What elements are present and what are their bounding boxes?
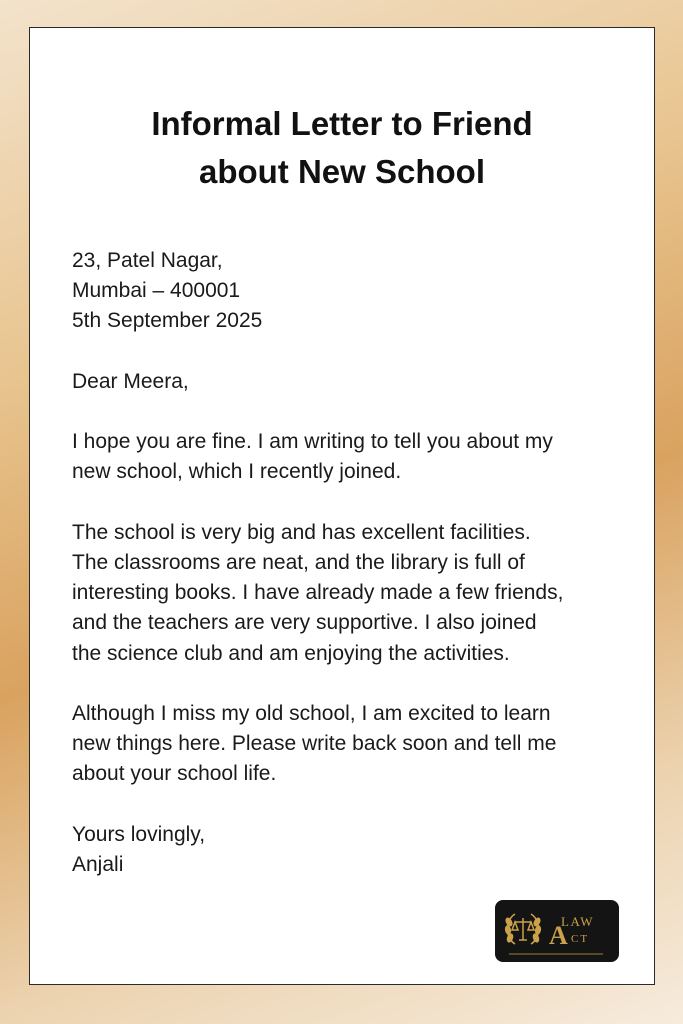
paragraph-1 [72, 427, 632, 487]
text-line: The school is very big and has excellent facilities. [72, 520, 531, 544]
address-line-1: 23, Patel Nagar, [72, 249, 223, 272]
address-line-2: Mumbai – 400001 [72, 279, 241, 303]
text-line: about your school life. [72, 762, 277, 786]
logo-text-bottom: CT [571, 933, 590, 945]
title-line-1: Informal Letter to Friend [151, 105, 533, 142]
text-line: the science club and am enjoying the activities. [72, 641, 510, 665]
text-line: new things here. Please write back soon and tell me [72, 732, 557, 756]
signature-name: Anjali [72, 852, 124, 876]
text-line: The classrooms are neat, and the library is full of [72, 550, 525, 574]
letter-date: 5th September 2025 [72, 309, 263, 333]
logo-text-top: LAW [561, 914, 595, 929]
letter-body [72, 246, 632, 880]
closing-line: Yours lovingly, [72, 822, 206, 846]
title-line-2: about New School [198, 153, 485, 190]
paragraph-3 [72, 699, 632, 790]
logo-letter-a: A [549, 921, 568, 950]
letter-card [29, 27, 655, 985]
salutation: Dear Meera, [72, 369, 189, 393]
text-line: new school, which I recently joined. [72, 460, 402, 484]
text-line: and the teachers are very supportive. I also joined [72, 611, 537, 635]
text-line: Although I miss my old school, I am excited to learn [72, 701, 551, 725]
law-act-logo [495, 900, 619, 962]
paragraph-2 [72, 518, 632, 669]
scales-of-justice-icon [512, 918, 534, 940]
page-title [30, 100, 654, 196]
text-line: I hope you are fine. I am writing to tell you about my [72, 430, 553, 454]
text-line: interesting books. I have already made a few friends, [72, 581, 564, 605]
